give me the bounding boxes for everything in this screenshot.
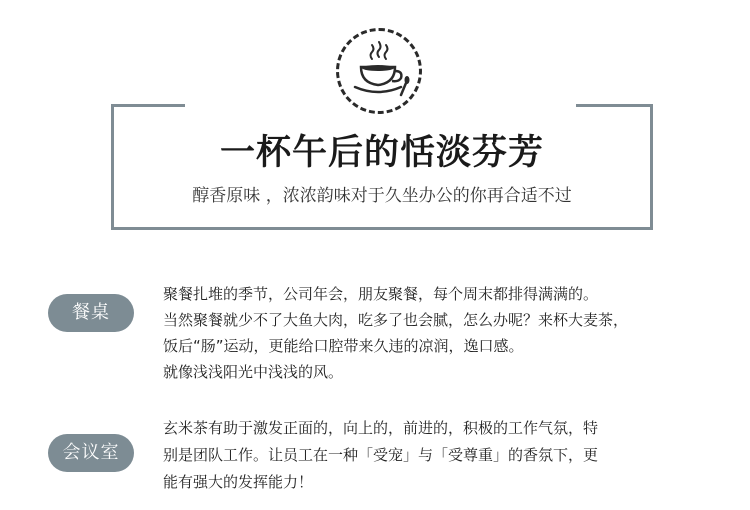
dining-line-2: 当然聚餐就少不了大鱼大肉，吃多了也会腻，怎么办呢？来杯大麦茶，: [163, 311, 629, 329]
meeting-line-2: 别是团队工作。让员工在一种「受宠」与「受尊重」的香氛下，更: [163, 446, 599, 464]
page-title: 一杯午后的恬淡芬芳: [219, 133, 544, 173]
steaming-cup-icon: [336, 28, 422, 114]
frame-top-right-segment: [576, 104, 653, 107]
meeting-line-3: 能有强大的发挥能力！: [163, 473, 314, 491]
dining-line-1: 聚餐扎堆的季节，公司年会，朋友聚餐，每个周末都排得满满的。: [163, 285, 599, 303]
cup-drawing: [339, 31, 419, 111]
page-subtitle: 醇香原味 ，浓浓韵味对于久坐办公的你再合适不过: [192, 186, 572, 206]
dining-description: [163, 281, 723, 385]
dining-line-3: 饭后“肠”运动，更能给口腔带来久违的凉润，逸口感。: [163, 337, 524, 355]
frame-top-left-segment: [111, 104, 185, 107]
meeting-line-1: 玄米茶有助于激发正面的，向上的，前进的，积极的工作气氛，特: [163, 419, 599, 437]
dining-badge: 餐桌: [48, 294, 134, 332]
dining-line-4: 就像浅浅阳光中浅浅的风。: [163, 363, 344, 381]
meeting-room-description: [163, 415, 723, 496]
meeting-room-badge: 会议室: [48, 434, 134, 472]
